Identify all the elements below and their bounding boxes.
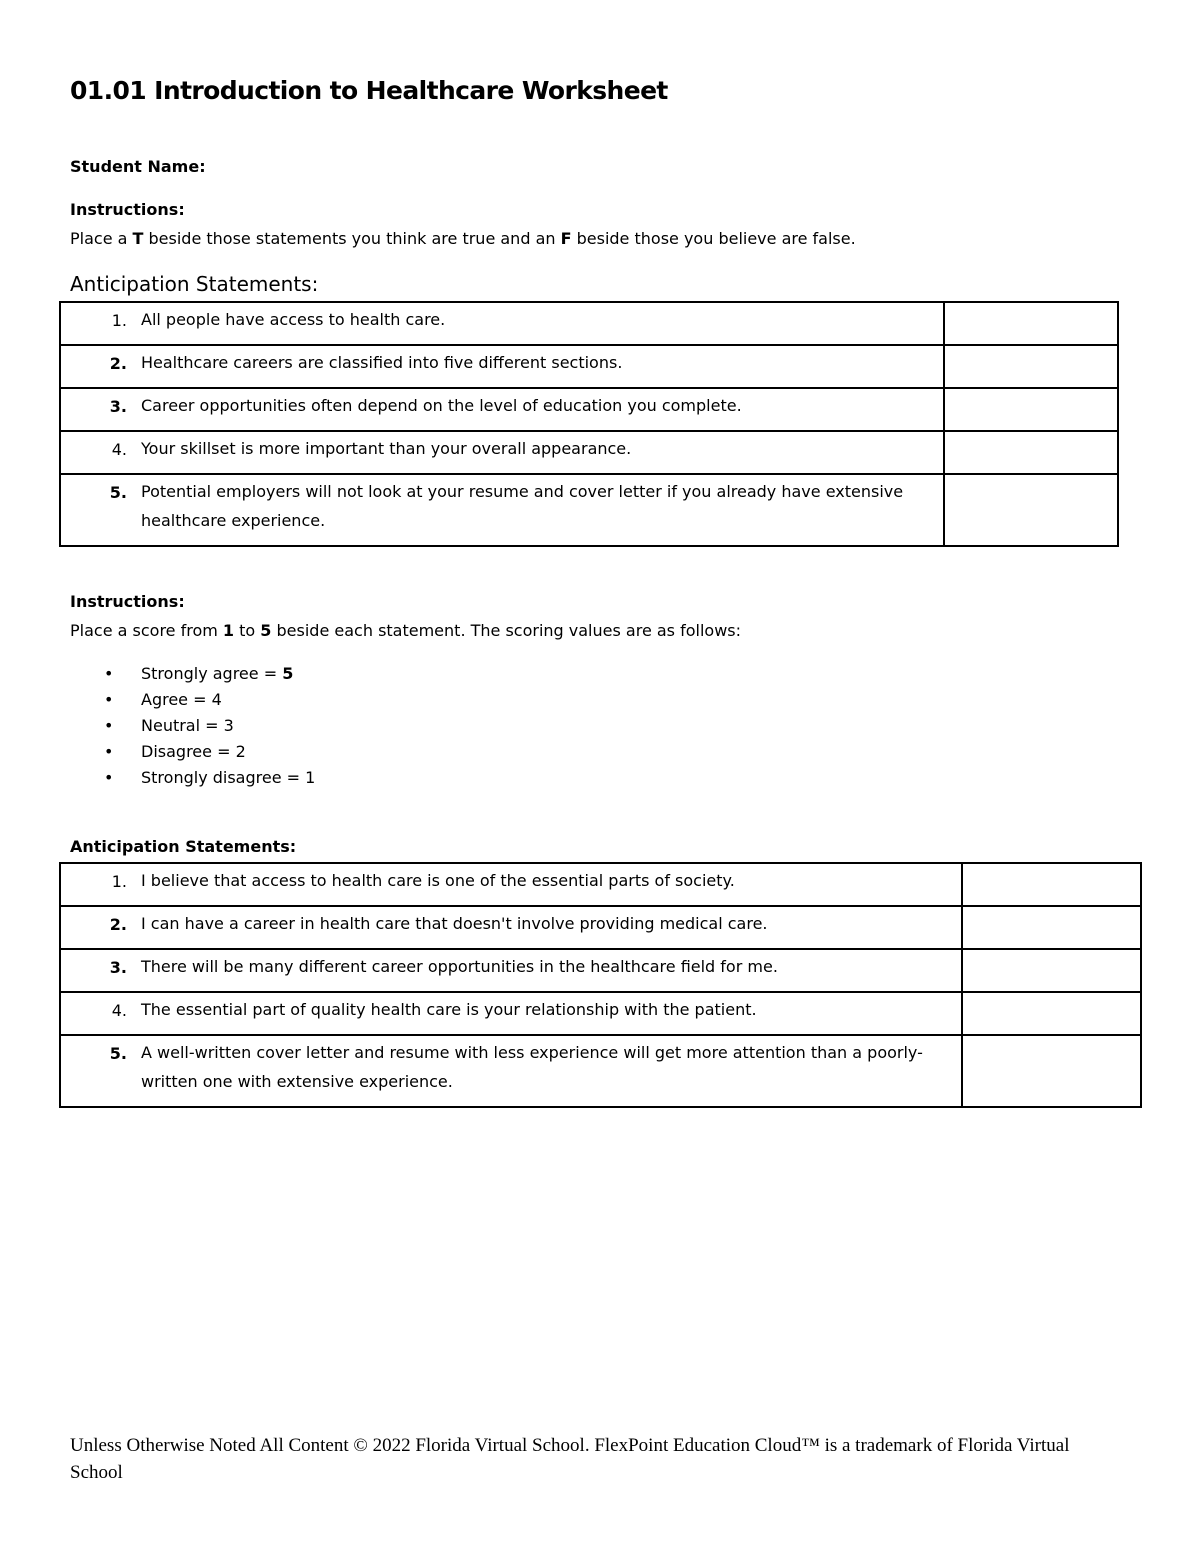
bullet-icon: • [104,690,114,709]
scale-item-text [141,767,315,789]
statement-text: The essential part of quality health care is your relationship with the patient. [141,1000,757,1019]
statement-number: 1. [111,311,127,330]
scale-item-text [141,715,234,737]
statement-cell [60,992,962,1035]
bullet-icon: • [104,664,114,683]
table-row [60,431,1118,474]
scale-value: 4 [211,690,222,709]
scale-label: Strongly agree = [141,664,283,683]
statement-number: 2. [109,354,127,373]
true-marker: T [132,229,144,248]
table-row [60,992,1141,1035]
statement-text: There will be many different career opportunities in the healthcare field for me. [141,957,778,976]
instructions-text-part: beside those statements you think are true and an [143,229,561,248]
statement-text: Healthcare careers are classified into five different sections. [141,353,623,372]
instructions-text-2 [70,621,741,640]
statement-text: I can have a career in health care that doesn't involve providing medical care. [141,914,768,933]
answer-cell[interactable] [944,388,1118,431]
statement-text: Career opportunities often depend on the level of education you complete. [141,396,742,415]
instructions-text-1 [70,229,856,248]
statement-cell [60,388,944,431]
statement-text: A well-written cover letter and resume with less experience will get more attention than a poorly-written one with extensive experience. [141,1043,923,1091]
statement-text: Potential employers will not look at your resume and cover letter if you already have extensive healthcare experience. [141,482,904,530]
scale-value: 5 [282,664,294,683]
statement-number: 3. [109,958,127,977]
instructions-text-part: beside those you believe are false. [571,229,856,248]
instructions-text-part: beside each statement. The scoring values are as follows: [271,621,742,640]
table-row [60,863,1141,906]
score-cell[interactable] [962,949,1141,992]
true-false-table [59,301,1119,547]
statement-cell [60,1035,962,1107]
statement-number: 5. [109,1044,127,1063]
scale-value: 2 [235,742,246,761]
scale-label: Disagree = [141,742,236,761]
score-cell[interactable] [962,992,1141,1035]
statement-text: Your skillset is more important than your overall appearance. [141,439,632,458]
table-row [60,474,1118,546]
answer-cell[interactable] [944,431,1118,474]
statement-cell [60,949,962,992]
scale-item-text [141,689,222,711]
answer-cell[interactable] [944,474,1118,546]
scale-value: 1 [305,768,316,787]
bullet-icon: • [104,742,114,761]
scale-label: Neutral = [141,716,224,735]
instructions-label-1: Instructions: [70,200,185,219]
false-marker: F [560,229,572,248]
score-cell[interactable] [962,1035,1141,1107]
score-cell[interactable] [962,863,1141,906]
scale-value: 3 [223,716,234,735]
instructions-text-part: to [234,621,261,640]
statement-number: 1. [111,872,127,891]
statement-cell [60,431,944,474]
answer-cell[interactable] [944,345,1118,388]
statement-text: I believe that access to health care is one of the essential parts of society. [141,871,735,890]
section-heading-1: Anticipation Statements: [70,272,319,296]
table-row [60,906,1141,949]
answer-cell[interactable] [944,302,1118,345]
table-row [60,302,1118,345]
bullet-icon: • [104,768,114,787]
statement-number: 4. [111,1001,127,1020]
statement-cell [60,474,944,546]
score-max: 5 [260,621,272,640]
table-row [60,1035,1141,1107]
score-min: 1 [222,621,235,640]
statement-cell [60,906,962,949]
statement-cell [60,863,962,906]
instructions-label-2: Instructions: [70,592,185,611]
statement-number: 5. [109,483,127,502]
statement-cell [60,302,944,345]
instructions-text-part: Place a score from [70,621,223,640]
statement-text: All people have access to health care. [141,310,446,329]
scale-label: Agree = [141,690,212,709]
table-row [60,388,1118,431]
section-heading-2: Anticipation Statements: [70,837,297,856]
scale-item-text [141,663,293,685]
statement-number: 4. [111,440,127,459]
bullet-icon: • [104,716,114,735]
instructions-text-part: Place a [70,229,133,248]
table-row [60,949,1141,992]
student-name-label: Student Name: [70,157,206,176]
table-row [60,345,1118,388]
footer-copyright: Unless Otherwise Noted All Content © 2022 Florida Virtual School. FlexPoint Education Cloud™ is a trademark of Florida Virtual School [70,1435,1070,1483]
score-cell[interactable] [962,906,1141,949]
scale-item-text [141,741,246,763]
agreement-table [59,862,1142,1108]
statement-cell [60,345,944,388]
scale-label: Strongly disagree = [141,768,306,787]
page-title: 01.01 Introduction to Healthcare Worksheet [70,76,668,105]
statement-number: 2. [109,915,127,934]
statement-number: 3. [109,397,127,416]
